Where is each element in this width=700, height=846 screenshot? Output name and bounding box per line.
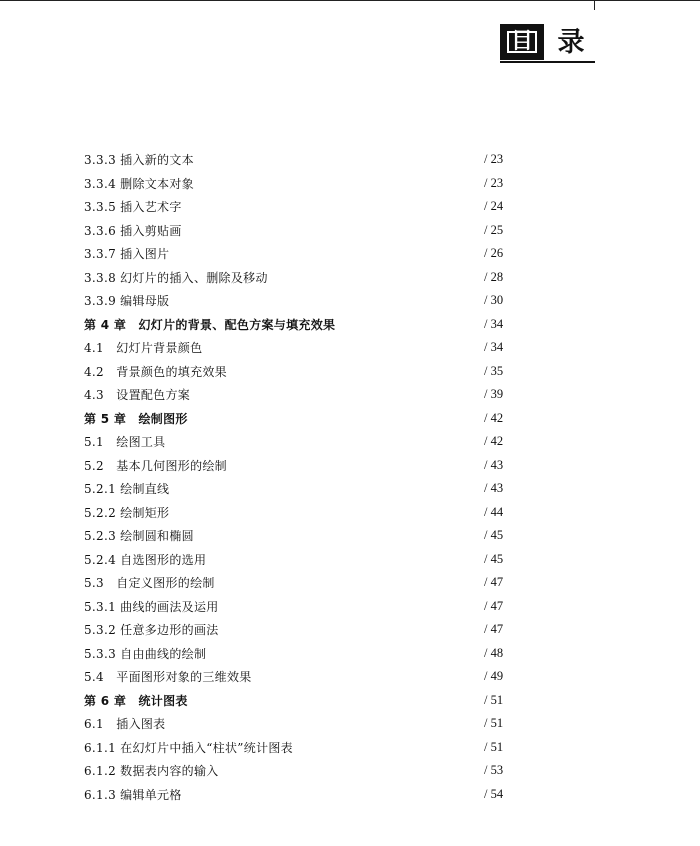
toc-entry-page: / 34 — [484, 316, 504, 331]
toc-entry-page: / 43 — [484, 457, 504, 472]
toc-entry-row — [84, 383, 514, 407]
toc-entry-row — [84, 219, 514, 243]
toc-entry-page: / 23 — [484, 152, 504, 167]
toc-chapter-row — [84, 689, 514, 713]
toc-entry-row — [84, 430, 514, 454]
toc-entry-title: 3.3.3 插入新的文本 — [84, 153, 194, 168]
toc-entry-row — [84, 454, 514, 478]
toc-entry-row — [84, 477, 514, 501]
toc-entry-title: 4.1 幻灯片背景颜色 — [84, 341, 203, 356]
toc-entry-row — [84, 665, 514, 689]
toc-entry-title: 3.3.9 编辑母版 — [84, 294, 170, 309]
toc-entry-page: / 28 — [484, 269, 504, 284]
toc-entry-row — [84, 571, 514, 595]
toc-entry-title: 5.3.1 曲线的画法及运用 — [84, 599, 219, 614]
top-border-rule — [0, 0, 700, 1]
toc-entry-title: 3.3.8 幻灯片的插入、删除及移动 — [84, 270, 268, 285]
header-box-char: 目 — [503, 27, 541, 57]
toc-entry-row — [84, 595, 514, 619]
toc-entry-page: / 51 — [484, 692, 504, 707]
toc-entry-row — [84, 148, 514, 172]
toc-entry-title: 第 6 章 统计图表 — [84, 693, 188, 708]
toc-entry-title: 5.2 基本几何图形的绘制 — [84, 458, 227, 473]
toc-entry-row — [84, 266, 514, 290]
toc-entry-title: 5.3.3 自由曲线的绘制 — [84, 646, 207, 661]
toc-entry-row — [84, 759, 514, 783]
toc-entry-row — [84, 242, 514, 266]
toc-entry-title: 5.3.2 任意多边形的画法 — [84, 623, 219, 638]
contents-header — [500, 24, 594, 62]
toc-entry-row — [84, 336, 514, 360]
toc-entry-title: 第 5 章 绘制图形 — [84, 411, 188, 426]
toc-entry-title: 3.3.6 插入剪贴画 — [84, 223, 182, 238]
toc-entry-title: 3.3.7 插入图片 — [84, 247, 170, 262]
toc-entry-page: / 42 — [484, 434, 504, 449]
toc-entry-row — [84, 642, 514, 666]
toc-entry-page: / 47 — [484, 575, 504, 590]
toc-entry-row — [84, 736, 514, 760]
toc-entry-page: / 35 — [484, 363, 504, 378]
header-label-char: 录 — [557, 26, 585, 58]
toc-entry-row — [84, 548, 514, 572]
toc-entry-page: / 51 — [484, 716, 504, 731]
toc-entry-title: 4.3 设置配色方案 — [84, 388, 191, 403]
toc-entry-row — [84, 360, 514, 384]
toc-chapter-row — [84, 313, 514, 337]
toc-entry-title: 5.3 自定义图形的绘制 — [84, 576, 215, 591]
toc-entry-page: / 23 — [484, 175, 504, 190]
toc-entry-row — [84, 783, 514, 807]
toc-entry-page: / 39 — [484, 387, 504, 402]
toc-entry-page: / 42 — [484, 410, 504, 425]
toc-entry-row — [84, 195, 514, 219]
toc-entry-row — [84, 524, 514, 548]
header-underline — [500, 61, 595, 63]
toc-entry-title: 第 4 章 幻灯片的背景、配色方案与填充效果 — [84, 317, 336, 332]
toc-entry-title: 3.3.4 删除文本对象 — [84, 176, 194, 191]
toc-entry-page: / 34 — [484, 340, 504, 355]
toc-entry-title: 5.2.2 绘制矩形 — [84, 505, 170, 520]
toc-entry-page: / 53 — [484, 763, 504, 778]
corner-tick-mark — [594, 0, 595, 10]
toc-entry-page: / 30 — [484, 293, 504, 308]
toc-entry-page: / 26 — [484, 246, 504, 261]
toc-entry-row — [84, 289, 514, 313]
toc-entry-title: 6.1 插入图表 — [84, 717, 166, 732]
toc-entry-title: 5.1 绘图工具 — [84, 435, 166, 450]
header-box — [500, 24, 544, 60]
toc-chapter-row — [84, 407, 514, 431]
toc-entry-title: 5.2.1 绘制直线 — [84, 482, 170, 497]
toc-entry-page: / 47 — [484, 598, 504, 613]
toc-entry-title: 6.1.2 数据表内容的输入 — [84, 764, 219, 779]
table-of-contents — [84, 148, 514, 806]
toc-entry-title: 5.2.4 自选图形的选用 — [84, 552, 207, 567]
toc-entry-row — [84, 618, 514, 642]
toc-entry-title: 6.1.1 在幻灯片中插入“柱状”统计图表 — [84, 740, 293, 755]
toc-entry-page: / 45 — [484, 551, 504, 566]
toc-entry-page: / 44 — [484, 504, 504, 519]
toc-entry-page: / 24 — [484, 199, 504, 214]
toc-entry-page: / 54 — [484, 786, 504, 801]
toc-entry-page: / 25 — [484, 222, 504, 237]
toc-entry-title: 4.2 背景颜色的填充效果 — [84, 364, 227, 379]
toc-entry-page: / 47 — [484, 622, 504, 637]
toc-entry-row — [84, 501, 514, 525]
toc-entry-page: / 43 — [484, 481, 504, 496]
toc-entry-page: / 48 — [484, 645, 504, 660]
toc-entry-title: 3.3.5 插入艺术字 — [84, 200, 182, 215]
toc-entry-row — [84, 712, 514, 736]
toc-entry-title: 5.4 平面图形对象的三维效果 — [84, 670, 252, 685]
toc-entry-title: 6.1.3 编辑单元格 — [84, 787, 182, 802]
toc-entry-page: / 49 — [484, 669, 504, 684]
toc-entry-row — [84, 172, 514, 196]
toc-entry-page: / 45 — [484, 528, 504, 543]
toc-entry-title: 5.2.3 绘制圆和椭圆 — [84, 529, 194, 544]
toc-entry-page: / 51 — [484, 739, 504, 754]
